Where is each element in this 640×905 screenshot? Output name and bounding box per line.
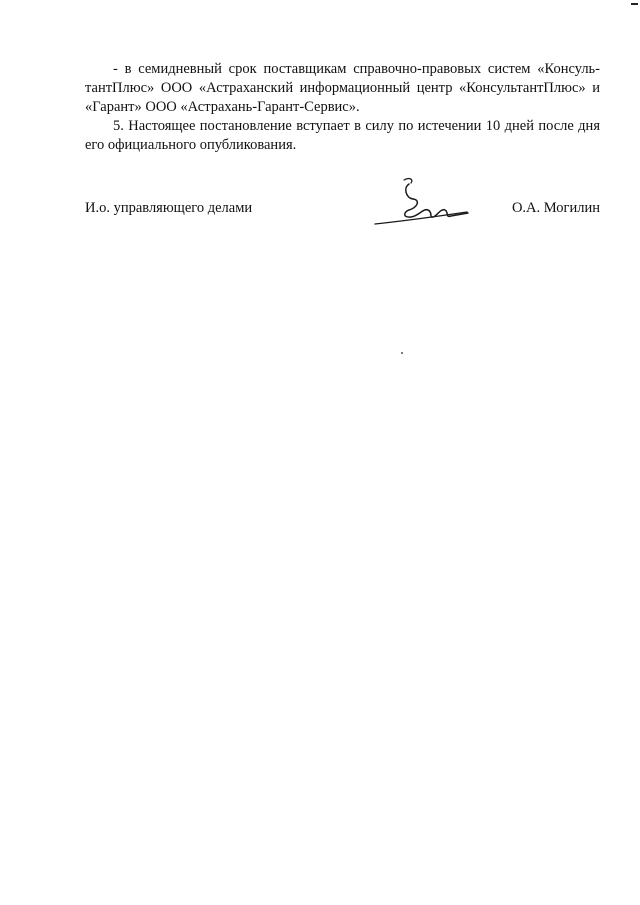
document-body	[85, 60, 600, 155]
paragraph-effective-date: 5. Настоящее постановление вступает в силу по истечении 10 дней после дня его официального опубликования.	[85, 118, 600, 153]
scan-artifact	[401, 352, 403, 354]
paragraph-supply-deadline: - в семидневный срок поставщикам справочно-правовых систем «Консуль-тантПлюс» ООО «Астраханский информационный центр «КонсультантПлюс» и «Гарант» ООО «Астрахань-Гарант-Сервис».	[85, 61, 600, 115]
handwritten-signature	[373, 172, 473, 228]
signatory-name: О.А. Могилин	[511, 200, 600, 216]
corner-mark	[631, 3, 638, 5]
signature-block	[85, 172, 600, 232]
signatory-title: И.о. управляющего делами	[85, 200, 253, 216]
